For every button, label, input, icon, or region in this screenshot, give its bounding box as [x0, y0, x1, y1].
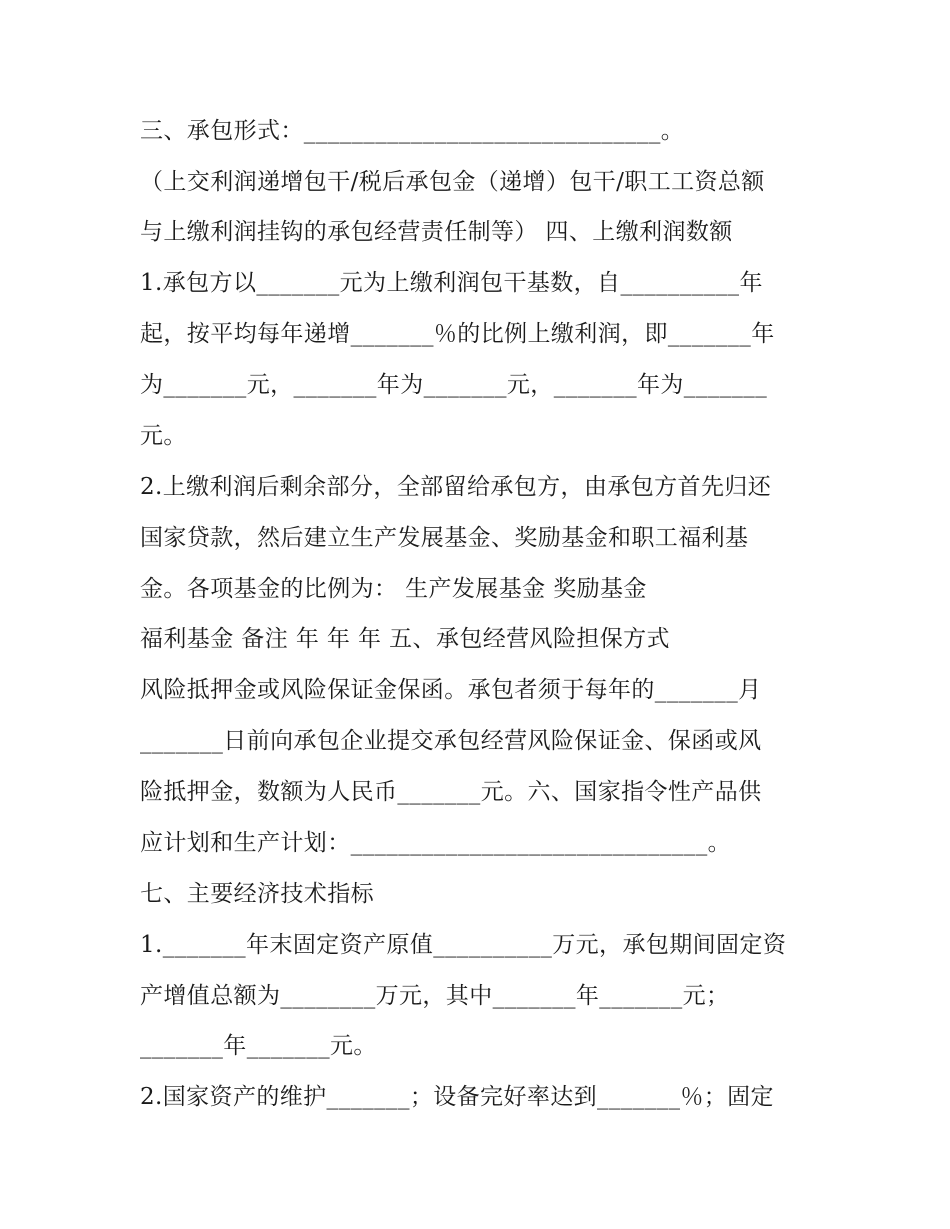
contract-line-5: 起，按平均每年递增_______％的比例上缴利润，即_______年 [140, 321, 775, 347]
contract-line-14: 险抵押金，数额为人民币_______元。六、国家指令性产品供 [140, 779, 762, 805]
contract-line-13: _______日前向承包企业提交承包经营风险保证金、保函或风 [140, 728, 762, 754]
contract-line-15: 应计划和生产计划：______________________________。 [140, 830, 731, 856]
contract-line-4: 1.承包方以_______元为上缴利润包干基数，自__________年 [140, 270, 763, 296]
contract-line-9: 国家贷款，然后建立生产发展基金、奖励基金和职工福利基 [140, 525, 749, 551]
contract-line-3: 与上缴利润挂钩的承包经营责任制等） 四、上缴利润数额 [140, 219, 733, 245]
contract-line-16: 七、主要经济技术指标 [140, 881, 374, 907]
contract-line-19: _______年_______元。 [140, 1033, 377, 1059]
contract-line-6: 为_______元，_______年为_______元，_______年为_______ [140, 372, 768, 398]
contract-line-20: 2.国家资产的维护_______；设备完好率达到_______％；固定 [140, 1084, 774, 1110]
contract-line-18: 产增值总额为________万元，其中_______年_______元； [140, 983, 730, 1009]
contract-line-8: 2.上缴利润后剩余部分，全部留给承包方，由承包方首先归还 [140, 474, 772, 500]
contract-line-7: 元。 [140, 423, 187, 449]
contract-line-12: 风险抵押金或风险保证金保函。承包者须于每年的_______月 [140, 677, 762, 703]
contract-line-17: 1._______年末固定资产原值__________万元，承包期间固定资 [140, 932, 787, 958]
contract-line-1: 三、承包形式：______________________________。 [140, 118, 685, 144]
contract-line-11: 福利基金 备注 年 年 年 五、承包经营风险担保方式 [140, 626, 670, 652]
contract-line-2: （上交利润递增包干/税后承包金（递增）包干/职工工资总额 [140, 169, 765, 195]
contract-line-10: 金。各项基金的比例为： 生产发展基金 奖励基金 [140, 576, 647, 602]
